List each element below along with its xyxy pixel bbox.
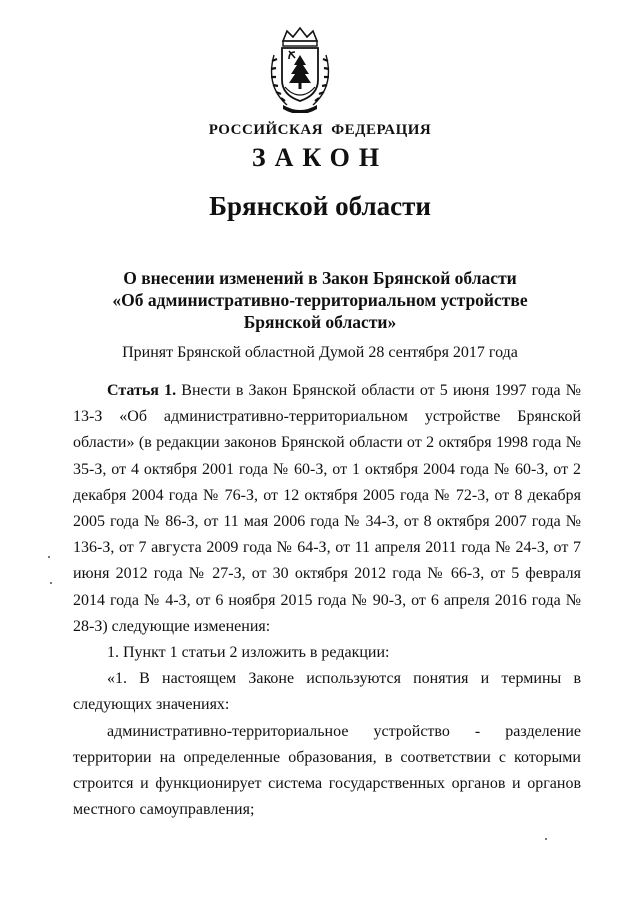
list-item-paragraph: 1. Пункт 1 статьи 2 изложить в редакции: <box>107 644 390 662</box>
law-title <box>0 267 640 333</box>
federation-heading: РОССИЙСКАЯ ФЕДЕРАЦИЯ <box>208 122 432 138</box>
article-text: Внести в Закон Брянской области от 5 июня 1997 года № 13-З «Об административно-территориальном устройстве Брянской области» (в редакции законов Брянской области от 2 октября 1998 года № 35-З, от 4 октября 2001 года № 60-З, от 1 октября 2004 года № 60-З, от 2 декабря 2004 года № 76-З, от 12 октября 2005 года № 72-З, от 8 декабря 2005 года № 86-З, от 11 мая 2006 года № 34-З, от 8 октября 2007 года № 136-З, от 7 августа 2009 года № 64-З, от 11 апреля 2011 года № 24-З, от 7 июня 2012 года № 27-З, от 30 октября 2012 года № 66-З, от 5 февраля 2014 года № 4-З, от 6 ноября 2015 года № 90-З, от 6 апреля 2016 года № 28-З) следующие изменения: <box>73 382 582 635</box>
scan-speck <box>48 556 50 558</box>
bryansk-coat-of-arms-icon <box>265 25 335 113</box>
law-title-line: «Об административно-территориальном устройстве <box>112 290 528 310</box>
scan-speck <box>545 838 547 840</box>
law-body <box>73 378 581 823</box>
definition-paragraph: административно-территориальное устройство - разделение территории на определенные образования, в соответствии с которыми строится и функционирует система государственных органов и органов местного самоуправления; <box>73 722 581 819</box>
law-heading: ЗАКОН <box>251 143 389 172</box>
scan-speck <box>50 582 52 584</box>
law-title-line: Брянской области» <box>243 312 397 332</box>
article-label: Статья 1. <box>107 382 177 399</box>
region-heading: Брянской области <box>209 191 431 221</box>
article-1-paragraph <box>73 378 581 640</box>
adoption-line: Принят Брянской областной Думой 28 сентября 2017 года <box>122 344 518 361</box>
definition-intro-paragraph: «1. В настоящем Законе используются понятия и термины в следующих значениях: <box>73 670 581 714</box>
law-title-line: О внесении изменений в Закон Брянской области <box>123 268 517 288</box>
